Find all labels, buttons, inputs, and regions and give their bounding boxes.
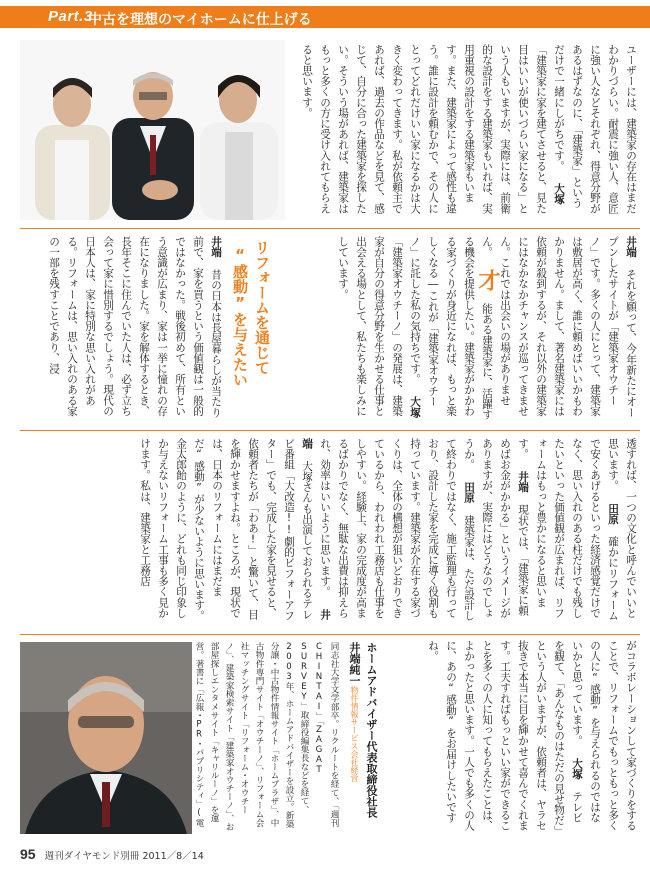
subhead-line-1: リフォームを通じて bbox=[253, 240, 271, 375]
page-footer bbox=[20, 846, 204, 862]
speaker-name: 井端 bbox=[517, 471, 529, 493]
article-column-center bbox=[20, 438, 640, 626]
speaker-name: 田原 bbox=[607, 503, 619, 525]
column-text: 建築家は、ただ設計して終わりではなく、施工監理も行っており、設計した家を完成に導く役割も持っています。建築家が介在する家づくりは、全体の構想が狙いどおりできているから、われわれ工務店も仕事をしやすい。経験上、家の完成度が高まるばかりでなく、無駄な出費は抑えられ、効率はいいように思います。 bbox=[319, 438, 475, 622]
profile-small-note: 物件情報サービス会社経営 bbox=[350, 686, 359, 782]
group-photo-illustration bbox=[20, 40, 285, 220]
column-text: がコラボレーションして家づくりをすることで、リフォームでもっともっと多くの人に“感動”を与えられるのではないかと思っています。 bbox=[571, 640, 637, 831]
page-header bbox=[0, 0, 650, 40]
column-text: 昔の日本は長屋暮らしが当たり前で、家を買うという価値観は一般的ではなかった。戦後初めて、所有という意識が広まり、家は一挙に憧れの存在になりました。家を解体するとき、長年そこに住んでいた人は、必ず立ち会って家に惜別するでしょう。現代の日本人は、家に特別な思い入れがある。リフォームは、思い入れのある家の一部を残すことであり、浸 bbox=[48, 236, 222, 418]
speaker-name: 大塚 bbox=[553, 183, 565, 205]
drop-cap: 才 bbox=[475, 269, 500, 292]
group-photo bbox=[20, 40, 285, 220]
profile-company-title: ホームアドバイザー代表取締役社長 bbox=[365, 642, 378, 818]
section-title: 中古を理想のマイホームに仕上げる bbox=[88, 12, 312, 28]
column-text: 「建築家オウチーノ」の発展は、建築家が自分の得意分野を生かせる仕事と出会える場として、私たちも楽しみにしています。 bbox=[337, 236, 403, 417]
column-divider bbox=[20, 430, 640, 431]
speaker-name: 田原 bbox=[463, 481, 475, 504]
column-text: ユーザーには、建築家の存在はまだわかりづらい。耐震に強い人、意匠に強い人などそれぞれ、得意分野があるはずなのに、「建築家」というだけで一緒にしがちです。 bbox=[553, 44, 637, 214]
column-text: 「建築家に家を建てさせると、見た目はいいが使いづらい家になる」という人もいますが、実際には、前衛的な設計をする建築家もいれば、実用重視の設計をする建築家もいます。また、建築家によって感性も違う。誰に設計を頼むかで、その人にとってどれだけいい家になるかは大きく変わってきます。私が依頼主であれば、過去の作品などを見て、感じて、自分に合った建築家を探したい。そういう場があれば、建築家はもっと多くの方に受け入れてもらえると思います。 bbox=[301, 44, 547, 214]
subhead-line-2: “感動”を与えたい bbox=[231, 246, 249, 387]
column-text: それを願って、今年新たにオープンしたサイトが「建築家オウチーノ」です。多くの人にとって、建築家は敷居が高く、誰に頼めばいいかもわかりません。まして、著名建築家には依頼が殺到するが、それ以外の建築家にはなかなかチャンスが巡ってきません。これでは出会いの場がありません。 bbox=[481, 236, 637, 418]
speaker-name: 大塚 bbox=[409, 396, 421, 418]
part-label: Part.3 bbox=[48, 8, 93, 25]
speaker-name: 大塚 bbox=[571, 758, 583, 780]
page-number: 95 bbox=[20, 846, 36, 862]
portrait-illustration bbox=[20, 642, 192, 834]
column-text: 確かにリフォームで安くあげるといった経済感覚だけでなく、思い入れのある柱だけでも残したいといった価値観が広まれば、リフォームはもっと豊かになると思います。 bbox=[517, 438, 619, 622]
profile-bio: 同志社大学文学部卒。リクルートを経て、「週刊CHINTAI」「ZAGAT SURVEY」取締役編集長などを経て、2003年、ホームアドバイザーを設立。新築分譲・中古物件情報サイト「ホームプラザ」、中古物件専門サイト「オウチーノ」、リフォーム会社マッチングサイト「リフォーム・オウチーノ」、建築家検索サイト「建築家オウチーノ」、お部屋探しエンタメサイト「キャリルーノ」を運営。著書に「広報・PR・パブリシティ」(電 bbox=[194, 642, 339, 832]
portrait-photo bbox=[20, 642, 192, 834]
article-column-bottom-right bbox=[388, 640, 640, 832]
column-divider bbox=[20, 228, 640, 229]
speaker-name: 井端 bbox=[301, 438, 331, 620]
column-text: テレビを観て、「あんなものはただの見せ物だ」という人がいますが、依頼者は、ヤラセ抜きで本当に目を輝かせて喜んでくれます。工夫すればもっといい家ができることを多くの人に知ってもらえたことは、よかったと思います。一人でも多くの人に、あの“感動”をお届けしたいですね。 bbox=[427, 640, 583, 831]
section-subhead-2 bbox=[230, 246, 251, 426]
column-text: 大塚さんも出演しておられるテレビ番組「大改造!!劇的ビフォーアフター」でも、完成した家を見せると、依頼者たちが「わあ!」と驚いて、目を輝かせますよね。ところが、現状では、日本のリフォームにはまだまだ“感動”が少ないように思います。金太郎飴のように、どれも同じ印象しか与えないリフォーム工事も多く見かけます。私は、建築家と工務店 bbox=[139, 438, 313, 621]
speaker-name: 井端 bbox=[625, 236, 637, 258]
article-column-reform bbox=[20, 236, 225, 421]
profile-name-text: 井端純一 bbox=[348, 642, 361, 686]
article-column-top-right bbox=[290, 44, 640, 216]
section-subhead bbox=[252, 240, 273, 420]
column-text: 透すれば、一つの文化と呼んでいいと思います。 bbox=[607, 438, 637, 619]
column-text: 能ある建築家に、活躍する機会を提供したい。建築家がかかわる家づくりが身近になれば、もっと楽しくなる―これが「建築家オウチーノ」に託した私の気持ちです。 bbox=[409, 236, 493, 420]
magazine-credit: 週刊ダイヤモンド別冊 2011／8／14 bbox=[44, 851, 204, 862]
article-column-middle-right bbox=[300, 236, 640, 421]
column-text: 現状では、「建築家に頼めばお金がかかる」というイメージがありますが、実際にはどうなのでしょうか。 bbox=[463, 438, 529, 619]
column-divider bbox=[20, 634, 640, 635]
speaker-name: 井端 bbox=[210, 236, 222, 258]
profile-name bbox=[346, 642, 362, 832]
